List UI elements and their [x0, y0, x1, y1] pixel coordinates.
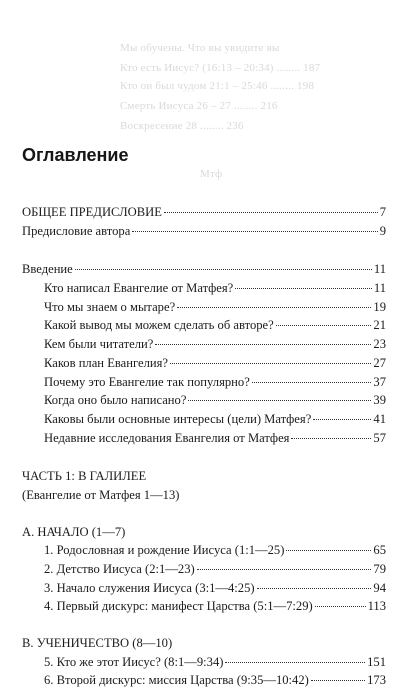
- dot-leader: [188, 400, 371, 401]
- toc-subentry[interactable]: [0, 431, 416, 450]
- toc-subentry[interactable]: [0, 412, 416, 431]
- dot-leader: [155, 344, 371, 345]
- toc-subentry[interactable]: [0, 337, 416, 356]
- toc-entry[interactable]: [0, 205, 416, 224]
- dot-leader: [257, 588, 372, 589]
- part-subtitle: (Евангелие от Матфея 1—13): [22, 487, 180, 502]
- toc-entry-label: Когда оно было написано?: [44, 393, 187, 408]
- toc-entry-label: Кем были читатели?: [44, 337, 154, 352]
- toc-entry-label: Каковы были основные интересы (цели) Матфея?: [44, 411, 312, 426]
- dot-leader: [235, 288, 372, 289]
- toc-title: Оглавление: [22, 145, 129, 165]
- bleed-through-text: Мы обучены. Что вы увидите вы: [120, 42, 280, 54]
- dot-leader: [197, 569, 372, 570]
- toc-entry[interactable]: [0, 262, 416, 281]
- dot-leader: [313, 419, 371, 420]
- toc-page-number: 37: [373, 374, 386, 389]
- dot-leader: [252, 382, 372, 383]
- toc-subentry[interactable]: [0, 543, 416, 562]
- toc-page-number: 57: [373, 430, 386, 445]
- toc-page-number: 41: [373, 411, 386, 426]
- toc-subentry[interactable]: [0, 300, 416, 319]
- toc-page-number: 39: [373, 393, 386, 408]
- toc-subentry[interactable]: [0, 375, 416, 394]
- toc-page-number: 19: [373, 299, 386, 314]
- dot-leader: [286, 550, 371, 551]
- toc-page-number: 27: [373, 355, 386, 370]
- toc-page-number: 151: [367, 654, 386, 669]
- dot-leader: [315, 606, 366, 607]
- dot-leader: [177, 307, 371, 308]
- dot-leader: [225, 662, 365, 663]
- toc-entry-label: ОБЩЕЕ ПРЕДИСЛОВИЕ: [22, 205, 162, 219]
- toc-entry-label: Кто написал Евангелие от Матфея?: [44, 281, 234, 296]
- bleed-through-text: Воскресение 28 ........ 236: [120, 120, 244, 132]
- toc-entry-label: Введение: [22, 262, 73, 277]
- dot-leader: [311, 680, 365, 681]
- bleed-through-text: Смерть Иисуса 26 – 27 ........ 216: [120, 100, 278, 112]
- toc-page-number: 9: [379, 223, 386, 238]
- bleed-through-text: Кто он был чудом 21:1 – 25:46 ........ 198: [120, 80, 315, 92]
- dot-leader: [291, 438, 371, 439]
- toc-subentry[interactable]: [0, 356, 416, 375]
- toc-entry-label: Что мы знаем о мытаре?: [44, 299, 176, 314]
- toc-subentry[interactable]: [0, 655, 416, 674]
- toc-entry-label: 2. Детство Иисуса (2:1—23): [44, 562, 195, 576]
- toc-page-number: 11: [373, 262, 386, 277]
- toc-entry-label: 5. Кто же этот Иисус? (8:1—9:34): [44, 654, 224, 669]
- toc-page-number: 94: [373, 580, 386, 595]
- dot-leader: [132, 231, 377, 232]
- dot-leader: [276, 325, 372, 326]
- toc-subentry[interactable]: [0, 581, 416, 600]
- part-title: ЧАСТЬ 1: В ГАЛИЛЕЕ: [22, 469, 147, 484]
- dot-leader: [164, 212, 378, 213]
- bleed-through-text: Кто есть Иисус? (16:13 – 20:34) ........ 187: [120, 62, 321, 74]
- toc-page-number: 23: [373, 337, 386, 352]
- toc-subentry[interactable]: [0, 318, 416, 337]
- toc-page-number: 79: [373, 562, 386, 576]
- toc-entry-label: Каков план Евангелия?: [44, 355, 168, 370]
- toc-entry-label: Какой вывод мы можем сделать об авторе?: [44, 318, 274, 333]
- toc-entry-label: Недавние исследования Евангелия от Матфея: [44, 430, 290, 445]
- dot-leader: [75, 269, 372, 270]
- section-heading: В. УЧЕНИЧЕСТВО (8—10): [22, 636, 173, 651]
- toc-page-number: 21: [373, 318, 386, 333]
- toc-entry-label: 1. Родословная и рождение Иисуса (1:1—25): [44, 543, 285, 558]
- toc-entry-label: Предисловие автора: [22, 223, 131, 238]
- toc-subentry[interactable]: [0, 599, 416, 618]
- toc-entry-label: Почему это Евангелие так популярно?: [44, 374, 250, 389]
- toc-subentry[interactable]: [0, 281, 416, 300]
- section-heading: А. НАЧАЛО (1—7): [22, 524, 126, 539]
- toc-subentry[interactable]: [0, 562, 416, 581]
- bleed-through-text: Мтф: [200, 168, 223, 180]
- table-of-contents: [0, 205, 416, 692]
- dot-leader: [170, 363, 371, 364]
- toc-subentry[interactable]: [0, 393, 416, 412]
- toc-entry-label: 4. Первый дискурс: манифест Царства (5:1—7:29): [44, 599, 313, 614]
- toc-page-number: 11: [373, 281, 386, 296]
- toc-entry-label: 6. Второй дискурс: миссия Царства (9:35—10:42): [44, 673, 309, 688]
- toc-page-number: 7: [379, 205, 386, 219]
- toc-entry-label: 3. Начало служения Иисуса (3:1—4:25): [44, 580, 255, 595]
- toc-page-number: 173: [367, 673, 386, 688]
- toc-page-number: 65: [373, 543, 386, 558]
- toc-entry[interactable]: [0, 224, 416, 243]
- toc-subentry[interactable]: [0, 673, 416, 692]
- toc-page-number: 113: [367, 599, 386, 614]
